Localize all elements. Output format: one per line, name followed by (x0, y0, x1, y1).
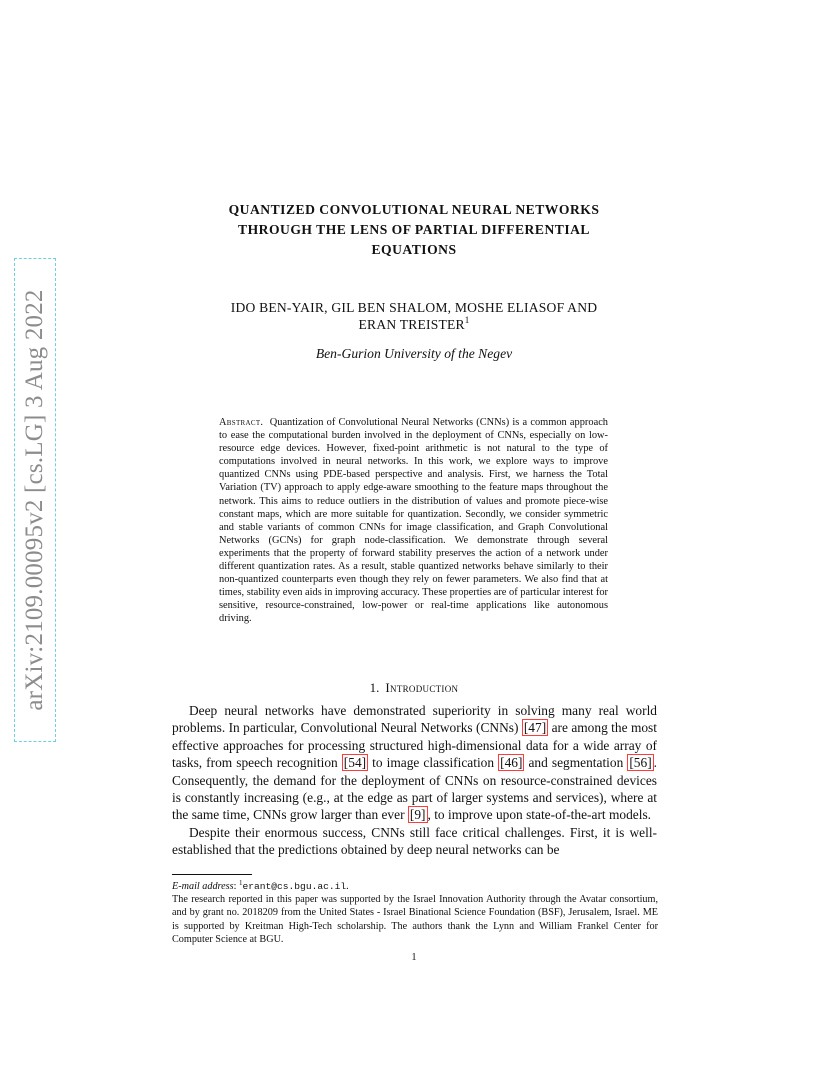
authors-line-2-text: ERAN TREISTER (358, 317, 465, 332)
citation-link[interactable]: [46] (500, 755, 523, 771)
section-body (172, 702, 657, 859)
arxiv-stamp (14, 258, 56, 742)
paragraph-1-text: and segmentation (524, 755, 628, 771)
authors-line-2 (200, 316, 628, 333)
page-number: 1 (411, 952, 417, 963)
paper-title (190, 200, 638, 260)
citation-link[interactable]: [47] (523, 720, 547, 736)
abstract-text: Quantization of Convolutional Neural Networks (CNNs) is a common approach to ease the computational burden involved in the deployment of CNNs, especially on low-resource edge devices. However, fixed-point arithmetic is not natural to the type of computations involved in neural networks. In this work, we explore ways to improve quantized CNNs using PDE-based perspective and analysis. First, we harness the Total Variation (TV) approach to apply edge-aware smoothing to the feature maps throughout the network. This aims to reduce outliers in the distribution of values and promote piece-wise constant maps, which are more suitable for quantization. Secondly, we consider symmetric and stable variants of common CNNs for image classification, and Graph Convolutional Networks (GCNs) for graph node-classification. We demonstrate through several experiments that the property of forward stability preserves the action of a network under different quantization rates. As a result, stable quantized networks behave similarly to their non-quantized counterparts even though they rely on fewer parameters. We also find that at times, stability even aids in improving accuracy. These properties are of particular interest for sensitive, resource-constrained, low-power or real-time applications like autonomous driving. (219, 417, 608, 625)
section-heading (170, 680, 658, 696)
author-list (200, 299, 628, 333)
arxiv-stamp-text: arXiv:2109.00095v2 [cs.LG] 3 Aug 2022 (21, 289, 48, 711)
citation-link[interactable]: [56] (629, 755, 652, 771)
abstract-label: Abstract. (219, 417, 264, 428)
paragraph-2: Despite their enormous success, CNNs still face critical challenges. First, it is well-established that the predictions obtained by deep neural networks can be (172, 824, 657, 858)
footnote-rule (172, 874, 252, 875)
section-number: 1. (369, 680, 380, 695)
footnote-email: E-mail address: $^1$erant@cs.bgu.ac.il. (172, 879, 349, 892)
paragraph-1-text: . Consequently, the demand for the deployment of CNNs on resource-constrained devices is constantly increasing (e.g., at the edge as part of larger systems and services), where at the same time, CNNs grow larger than ever (172, 755, 658, 823)
citation-link[interactable]: [54] (343, 755, 367, 771)
affiliation: Ben-Gurion University of the Negev (315, 346, 513, 361)
abstract (219, 416, 608, 626)
paragraph-1-text: Deep neural networks have demonstrated superiority in solving many real world problems. In particular, Convolutional Neural Networks (CNNs) (172, 703, 657, 736)
title-line-3: EQUATIONS (371, 242, 457, 257)
paragraph-1-text: , to improve upon state-of-the-art models. (427, 807, 652, 823)
title-line-1: QUANTIZED CONVOLUTIONAL NEURAL NETWORKS (228, 202, 600, 217)
authors-line-1: IDO BEN-YAIR, GIL BEN SHALOM, MOSHE ELIASOF AND (230, 300, 598, 315)
title-line-2: THROUGH THE LENS OF PARTIAL DIFFERENTIAL (238, 222, 590, 237)
paragraph-1 (172, 702, 657, 824)
email-label: E-mail address (172, 881, 234, 892)
footnote-funding: The research reported in this paper was supported by the Israel Innovation Authority through the Avatar consortium, and by grant no. 2018209 from the United States - Israel Binational Science Foundation (BSF), Jerusalem, Israel. ME is supported by Kreitman High-Tech scholarship. The authors thank the Lynn and William Frankel Center for Computer Science at BGU. (172, 894, 658, 945)
email-link[interactable]: erant@cs.bgu.ac.il (242, 881, 347, 892)
paragraph-1-text: are among the most effective approaches for processing structured high-dimensional data for a wide array of tasks, from speech recognition (172, 720, 657, 771)
email-mark: 1 (238, 879, 243, 887)
author-footnote-mark: 1 (464, 315, 470, 325)
footnotes (172, 880, 658, 946)
paragraph-1-text: to image classification (368, 755, 499, 771)
citation-link[interactable]: [9] (409, 807, 426, 823)
section-title: Introduction (385, 680, 459, 695)
